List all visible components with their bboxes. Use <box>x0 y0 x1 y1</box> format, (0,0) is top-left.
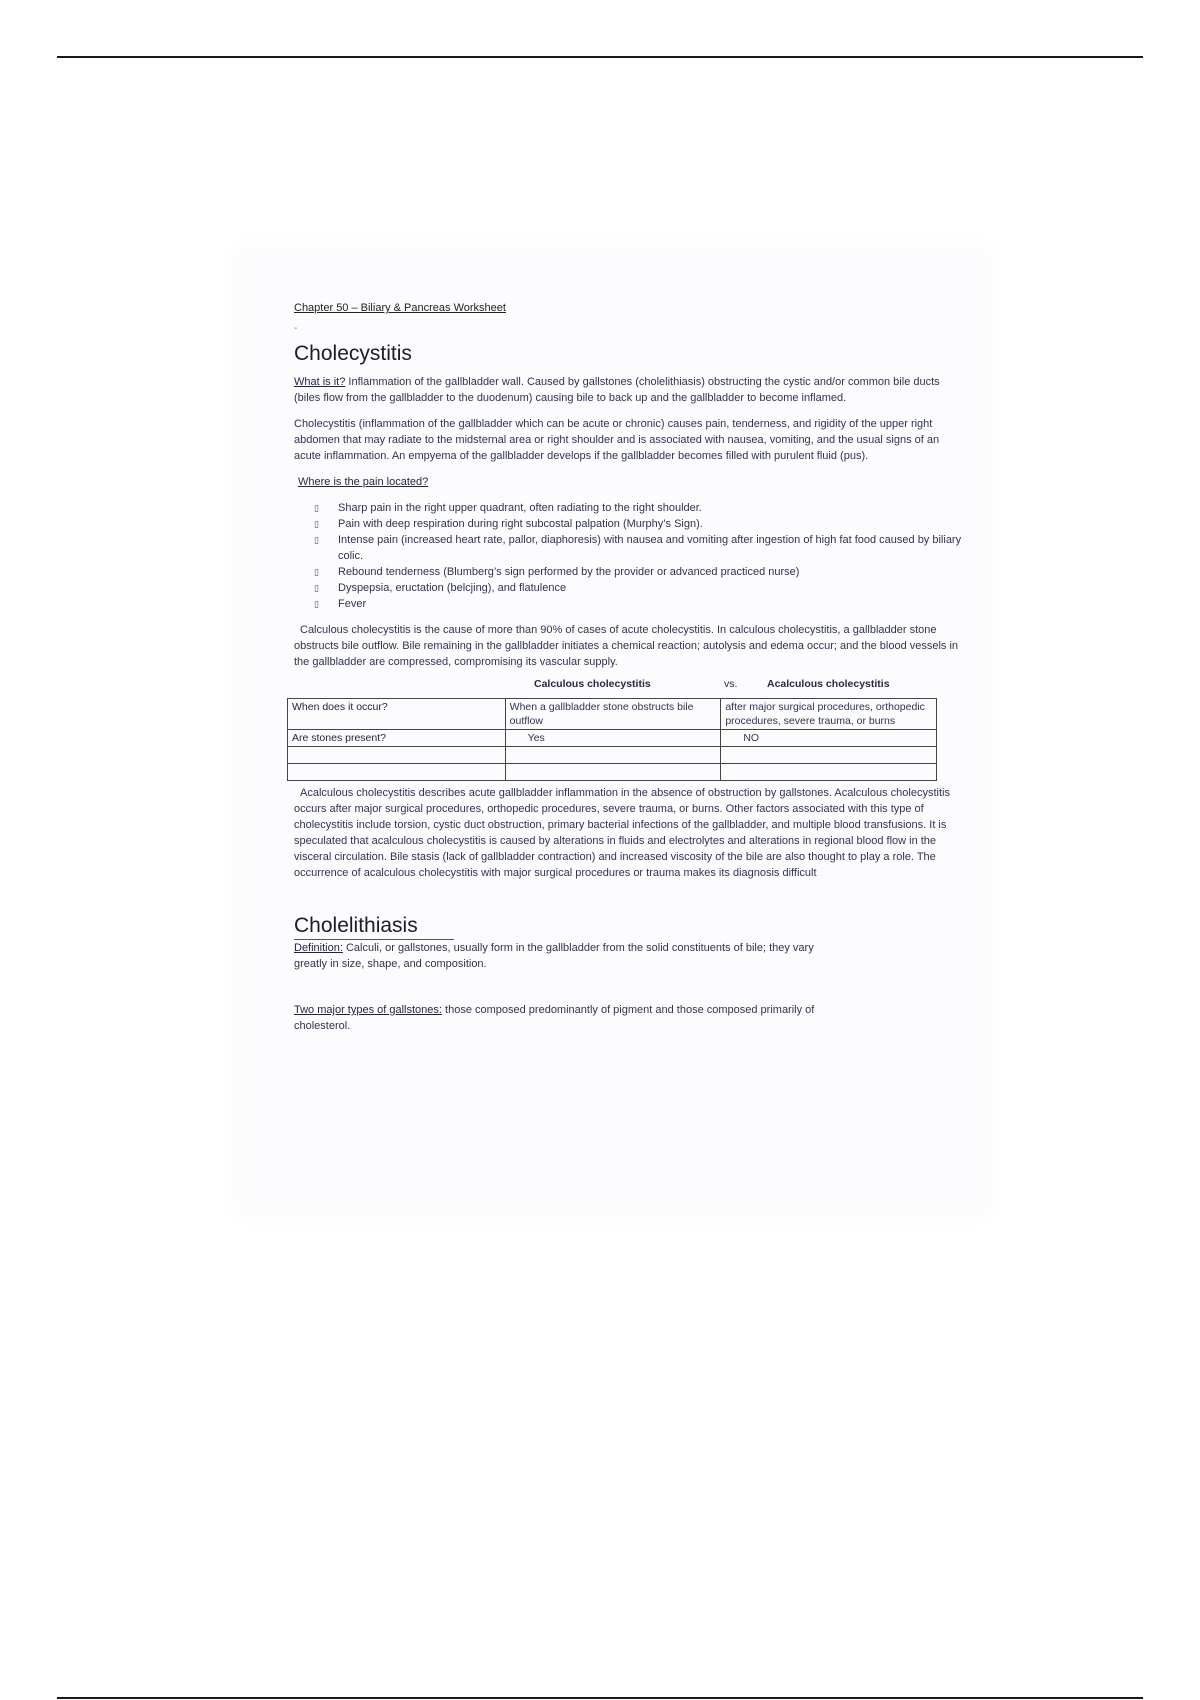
definition-paragraph <box>294 940 834 972</box>
stray-dash: - <box>294 323 298 334</box>
table-cell-question: Are stones present? <box>288 730 506 747</box>
list-item <box>314 564 966 580</box>
table-cell-empty <box>505 747 721 764</box>
gallstone-types-label: Two major types of gallstones: <box>294 1004 442 1016</box>
cholelithiasis-heading: Cholelithiasis <box>294 913 454 940</box>
pain-location-question: Where is the pain located? <box>298 476 429 488</box>
table-row <box>288 730 937 747</box>
table-cell-calculous: When a gallbladder stone obstructs bile outflow <box>505 699 721 730</box>
table-cell-text: NO <box>743 732 760 744</box>
page-top-rule <box>57 56 1143 58</box>
bullet-box-icon: ▯ <box>314 535 319 545</box>
calculous-paragraph: Calculous cholecystitis is the cause of more than 90% of cases of acute cholecystitis. In calculous cholecystitis, a gallbladder stone obstructs bile outflow. Bile remaining in the gallbladder initiates a chemical reaction; autolysis and edema occur; and the blood vessels in the gallbladder are compressed, compromising its vascular supply. <box>294 624 959 668</box>
list-item <box>314 500 966 516</box>
table-cell-acalculous <box>721 730 937 747</box>
bullet-box-icon: ▯ <box>314 503 319 513</box>
list-item <box>314 516 966 532</box>
bullet-box-icon: ▯ <box>314 599 319 609</box>
pain-symptom-list <box>294 500 966 612</box>
bullet-box-icon: ▯ <box>314 583 319 593</box>
list-item-text: Sharp pain in the right upper quadrant, often radiating to the right shoulder. <box>338 502 702 514</box>
what-is-it-paragraph <box>294 374 966 406</box>
list-item-text: Rebound tenderness (Blumberg’s sign performed by the provider or advanced practiced nurse) <box>338 566 800 578</box>
cholecystitis-heading: Cholecystitis <box>294 342 412 365</box>
table-cell-empty <box>288 764 506 781</box>
table-cell-calculous <box>505 730 721 747</box>
table-row-empty <box>288 747 937 764</box>
gallstone-types-paragraph <box>294 1002 834 1034</box>
what-is-it-text: Inflammation of the gallbladder wall. Caused by gallstones (cholelithiasis) obstructing the cystic and/or common bile ducts (biles flow from the gallbladder to the duodenum) causing bile to back up and the gallbladder to become inflamed. <box>294 376 940 404</box>
list-item <box>314 532 966 564</box>
table-cell-empty <box>505 764 721 781</box>
what-is-it-label: What is it? <box>294 376 346 388</box>
definition-text: Calculi, or gallstones, usually form in the gallbladder from the solid constituents of bile; they vary greatly in size, shape, and composition. <box>294 942 814 970</box>
comparison-table <box>287 698 937 781</box>
list-item-text: Dyspepsia, eructation (belcjing), and flatulence <box>338 582 567 594</box>
table-cell-text: Yes <box>527 732 545 744</box>
list-item-text: Intense pain (increased heart rate, pallor, diaphoresis) with nausea and vomiting after ingestion of high fat food caused by biliary colic. <box>338 534 962 562</box>
definition-label: Definition: <box>294 942 343 954</box>
table-cell-acalculous: after major surgical procedures, orthopedic procedures, severe trauma, or burns <box>721 699 937 730</box>
table-row-empty <box>288 764 937 781</box>
list-item-text: Pain with deep respiration during right subcostal palpation (Murphy’s Sign). <box>338 518 703 530</box>
acalculous-column-title: Acalculous cholecystitis <box>767 678 890 690</box>
comparison-header <box>294 676 966 694</box>
list-item <box>314 596 966 612</box>
bullet-box-icon: ▯ <box>314 519 319 529</box>
cholecystitis-description: Cholecystitis (inflammation of the gallbladder which can be acute or chronic) causes pain, tenderness, and rigidity of the upper right abdomen that may radiate to the midsternal area or right shoulder and is associated with nausea, vomiting, and the usual signs of an acute inflammation. An empyema of the gallbladder develops if the gallbladder becomes filled with purulent fluid (pus). <box>294 418 940 462</box>
table-cell-empty <box>721 747 937 764</box>
table-cell-empty <box>288 747 506 764</box>
gallstone-types-text: those composed predominantly of pigment and those composed primarily of cholesterol. <box>294 1004 815 1032</box>
section-spacer <box>294 881 966 913</box>
table-cell-empty <box>721 764 937 781</box>
page-bottom-rule <box>57 1697 1143 1699</box>
table-row <box>288 699 937 730</box>
table-cell-question: When does it occur? <box>288 699 506 730</box>
worksheet-header: Chapter 50 – Biliary & Pancreas Worksheet <box>294 302 506 314</box>
bullet-box-icon: ▯ <box>314 567 319 577</box>
acalculous-paragraph: Acalculous cholecystitis describes acute gallbladder inflammation in the absence of obstruction by gallstones. Acalculous cholecystitis occurs after major surgical procedures, orthopedic procedures, severe trauma, or burns. Other factors associated with this type of cholecystitis include torsion, cystic duct obstruction, primary bacterial infections of the gallbladder, and multiple blood transfusions. It is speculated that acalculous cholecystitis is caused by alterations in fluids and electrolytes and alterations in regional blood flow in the visceral circulation. Bile stasis (lack of gallbladder contraction) and increased viscosity of the bile are also thought to play a role. The occurrence of acalculous cholecystitis with major surgical procedures or trauma makes its diagnosis difficult <box>294 787 950 879</box>
calculous-column-title: Calculous cholecystitis <box>534 678 651 690</box>
list-item-text: Fever <box>338 598 367 610</box>
list-item <box>314 580 966 596</box>
worksheet-document <box>294 300 966 1034</box>
section-spacer <box>294 972 966 1002</box>
versus-label: vs. <box>724 678 738 690</box>
